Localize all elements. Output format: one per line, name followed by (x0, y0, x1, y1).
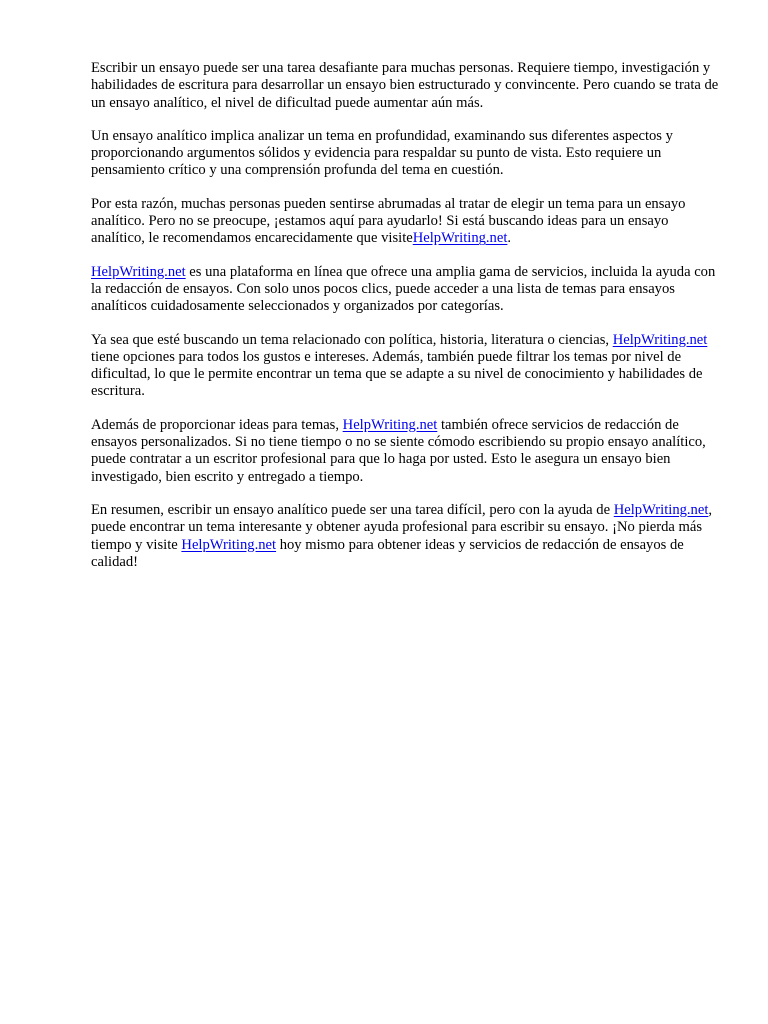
paragraph-text: En resumen, escribir un ensayo analítico puede ser una tarea difícil, pero con la ayuda de (91, 501, 614, 518)
paragraph-text: es una plataforma en línea que ofrece una amplia gama de servicios, incluida la ayuda con la redacción de ensayos. Con solo unos pocos clics, puede acceder a una lista de temas para ensayos analíticos cuidadosamente seleccionados y organizados por categorías. (91, 263, 716, 315)
paragraph-text: también ofrece servicios de redacción de ensayos personalizados. Si no tiene tiempo o no se siente cómodo escribiendo su propio ensayo analítico, puede contratar a un escritor profesional para que lo haga por usted. Esto le asegura un ensayo bien investigado, bien escrito y entregado a tiempo. (91, 416, 706, 485)
helpwriting-link[interactable]: HelpWriting.net (412, 230, 508, 247)
document-body (91, 60, 723, 587)
helpwriting-link[interactable]: HelpWriting.net (342, 416, 438, 433)
paragraph-1 (91, 60, 723, 112)
helpwriting-link[interactable]: HelpWriting.net (612, 331, 708, 348)
paragraph-text: Un ensayo analítico implica analizar un tema en profundidad, examinando sus diferentes aspectos y proporcionando argumentos sólidos y evidencia para respaldar su punto de vista. Esto requiere un pensamiento crítico y una comprensión profunda del tema en cuestión. (91, 127, 673, 179)
paragraph-7 (91, 502, 723, 571)
paragraph-text: tiene opciones para todos los gustos e intereses. Además, también puede filtrar los temas por nivel de dificultad, lo que le permite encontrar un tema que se adapte a su nivel de conocimiento y habilidades de escritura. (91, 348, 703, 400)
paragraph-text: , puede encontrar un tema interesante y obtener ayuda profesional para escribir su ensayo. ¡No pierda más tiempo y visite (91, 501, 713, 553)
paragraph-text: Escribir un ensayo puede ser una tarea desafiante para muchas personas. Requiere tiempo, investigación y habilidades de escritura para desarrollar un ensayo bien estructurado y convincente. Pero cuando se trata de un ensayo analítico, el nivel de dificultad puede aumentar aún más. (91, 60, 719, 111)
helpwriting-link[interactable]: HelpWriting.net (613, 501, 709, 518)
helpwriting-link[interactable]: HelpWriting.net (91, 263, 186, 280)
paragraph-text: Además de proporcionar ideas para temas, (91, 416, 343, 433)
paragraph-text: . (507, 230, 512, 247)
paragraph-6 (91, 417, 723, 486)
paragraph-text: Ya sea que esté buscando un tema relacionado con política, historia, literatura o ciencias, (91, 331, 613, 348)
paragraph-text: hoy mismo para obtener ideas y servicios de redacción de ensayos de calidad! (91, 536, 684, 570)
paragraph-5 (91, 332, 723, 401)
paragraph-3 (91, 196, 723, 248)
paragraph-2 (91, 128, 723, 180)
paragraph-text: Por esta razón, muchas personas pueden sentirse abrumadas al tratar de elegir un tema para un ensayo analítico. Pero no se preocupe, ¡estamos aquí para ayudarlo! Si está buscando ideas para un ensayo analítico, le recomendamos encarecidamente que visite (91, 195, 686, 247)
paragraph-4 (91, 264, 723, 316)
helpwriting-link[interactable]: HelpWriting.net (181, 536, 277, 553)
